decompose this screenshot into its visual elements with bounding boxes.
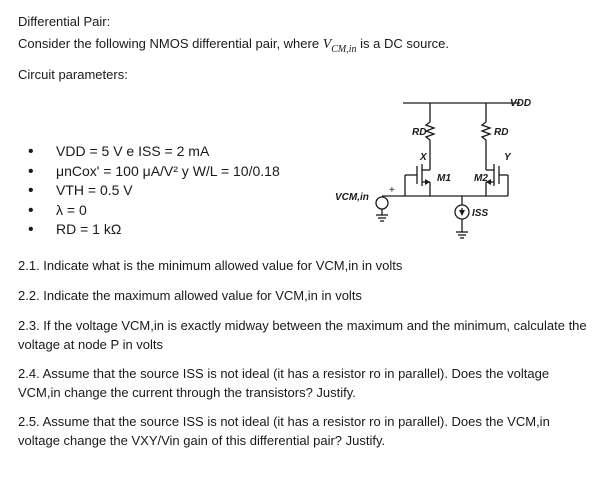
vdd-label: VDD [510, 98, 532, 109]
param-lambda: • λ = 0 [28, 201, 280, 221]
rd-right-resistor [482, 122, 490, 140]
description-start: Consider the following NMOS differential pair, where [18, 36, 323, 51]
node-x-label: X [420, 152, 427, 163]
rd-left-label: RD [412, 127, 427, 138]
param-vdd-iss: • VDD = 5 V e ISS = 2 mA [28, 142, 280, 162]
question-2-4: 2.4. Assume that the source ISS is not ideal (it has a resistor ro in parallel). Does the voltage VCM,in change the current through the transistors? Justify. [18, 366, 550, 400]
param-mobility: • μnCox' = 100 μA/V² y W/L = 10/0.18 [28, 162, 280, 182]
vcm-subscript: CM,in [331, 43, 357, 55]
vcm-main: V [322, 37, 332, 52]
description-end: is a DC source. [356, 36, 450, 51]
circuit-diagram [320, 90, 550, 255]
section-title: Differential Pair: [18, 14, 111, 29]
question-2-1: 2.1. Indicate what is the minimum allowed value for VCM,in in volts [18, 258, 403, 273]
vcm-plus-label: + [389, 185, 395, 196]
param-vth: • VTH = 0.5 V [28, 181, 280, 201]
vcm-symbol [322, 37, 357, 55]
rd-right-label: RD [494, 127, 509, 138]
m1-source-arrow [425, 179, 430, 185]
m1-label: M1 [437, 173, 451, 184]
param-rd: • RD = 1 kΩ [28, 220, 280, 240]
m2-label: M2 [474, 173, 488, 184]
iss-label: ISS [472, 208, 489, 219]
vcm-source-circle [376, 197, 388, 209]
rd-left-resistor [426, 122, 434, 140]
question-2-2: 2.2. Indicate the maximum allowed value for VCM,in in volts [18, 288, 362, 303]
node-y-label: Y [504, 152, 511, 163]
question-2-5: 2.5. Assume that the source ISS is not ideal (it has a resistor ro in parallel). Does the VCM,in voltage change the VXY/Vin gain of this differential pair? Justify. [18, 414, 550, 448]
question-2-3: 2.3. If the voltage VCM,in is exactly midway between the maximum and the minimum, calculate the voltage at node P in volts [18, 318, 587, 352]
problem-description [18, 36, 449, 55]
vcm-label: VCM,in [335, 192, 369, 203]
params-list [28, 142, 280, 240]
params-label: Circuit parameters: [18, 67, 128, 82]
